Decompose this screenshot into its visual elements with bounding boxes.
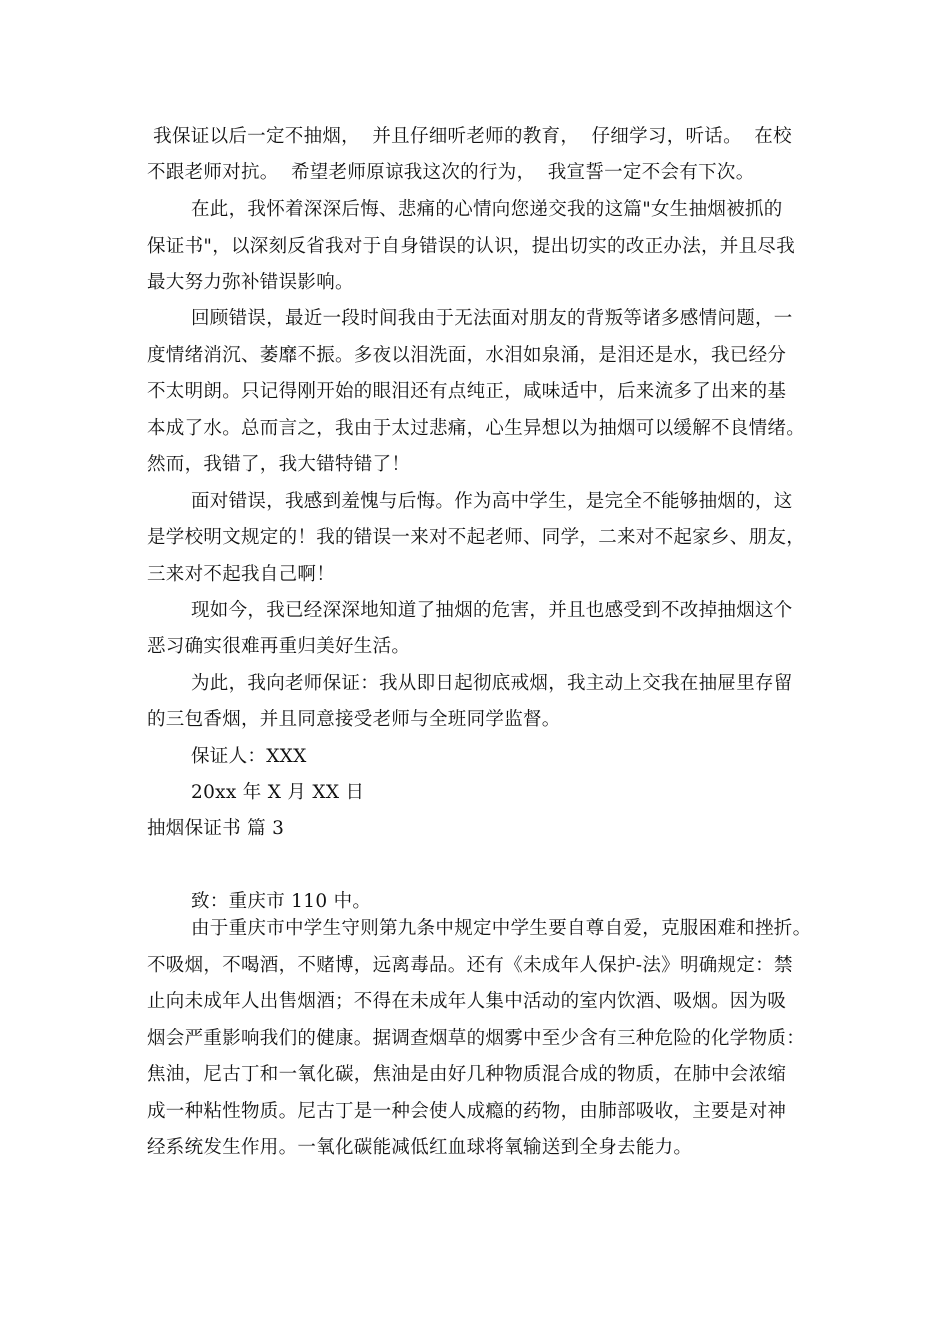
text-line: 恶习确实很难再重归美好生活。 (147, 636, 411, 657)
text-line: 面对错误，我感到羞愧与后悔。作为高中学生，是完全不能够抽烟的，这 (191, 491, 793, 512)
text-line: 不太明朗。只记得刚开始的眼泪还有点纯正，咸味适中，后来流多了出来的基 (147, 381, 787, 402)
text-line: 然而，我错了，我大错特错了！ (147, 454, 411, 475)
text-line: 由于重庆市中学生守则第九条中规定中学生要自尊自爱，克服困难和挫折。 (191, 918, 812, 939)
section-heading: 抽烟保证书 篇 3 (147, 818, 285, 839)
text-line: 度情绪消沉、萎靡不振。多夜以泪洗面，水泪如泉涌，是泪还是水，我已经分 (147, 345, 787, 366)
text-line: 烟会严重影响我们的健康。据调查烟草的烟雾中至少含有三种危险的化学物质： (147, 1028, 806, 1049)
text-line: 现如今，我已经深深地知道了抽烟的危害，并且也感受到不改掉抽烟这个 (191, 600, 793, 621)
text-line: 焦油，尼古丁和一氧化碳，焦油是由好几种物质混合成的物质，在肺中会浓缩 (147, 1064, 787, 1085)
text-line: 保证书"，以深刻反省我对于自身错误的认识，提出切实的改正办法，并且尽我 (147, 236, 796, 257)
text-line: 本成了水。总而言之，我由于太过悲痛，心生异想以为抽烟可以缓解不良情绪。 (147, 418, 806, 439)
text-line: 为此，我向老师保证：我从即日起彻底戒烟，我主动上交我在抽屉里存留 (191, 673, 793, 694)
text-line: 三来对不起我自己啊！ (147, 564, 336, 585)
text-line: 不吸烟，不喝酒，不赌博，远离毒品。还有《未成年人保护-法》明确规定：禁 (147, 955, 793, 976)
text-line: 最大努力弥补错误影响。 (147, 272, 354, 293)
text-line: 我保证以后一定不抽烟， 并且仔细听老师的教育， 仔细学习，听话。 在校 (147, 126, 792, 147)
salutation-line: 致：重庆市 110 中。 (191, 891, 372, 912)
text-line: 在此，我怀着深深后悔、悲痛的心情向您递交我的这篇"女生抽烟被抓的 (191, 199, 783, 220)
text-line: 经系统发生作用。一氧化碳能减低红血球将氧输送到全身去能力。 (147, 1137, 693, 1158)
text-line: 不跟老师对抗。 希望老师原谅我这次的行为， 我宣誓一定不会有下次。 (147, 162, 755, 183)
text-line: 成一种粘性物质。尼古丁是一种会使人成瘾的药物，由肺部吸收，主要是对神 (147, 1101, 787, 1122)
text-line: 回顾错误，最近一段时间我由于无法面对朋友的背叛等诸多感情问题，一 (191, 308, 793, 329)
text-line: 止向未成年人出售烟酒；不得在未成年人集中活动的室内饮酒、吸烟。因为吸 (147, 991, 787, 1012)
text-line: 的三包香烟，并且同意接受老师与全班同学监督。 (147, 709, 561, 730)
signer-line: 保证人：XXX (191, 746, 307, 767)
text-line: 是学校明文规定的！我的错误一来对不起老师、同学，二来对不起家乡、朋友， (147, 527, 806, 548)
date-line: 20xx 年 X 月 XX 日 (191, 782, 365, 803)
